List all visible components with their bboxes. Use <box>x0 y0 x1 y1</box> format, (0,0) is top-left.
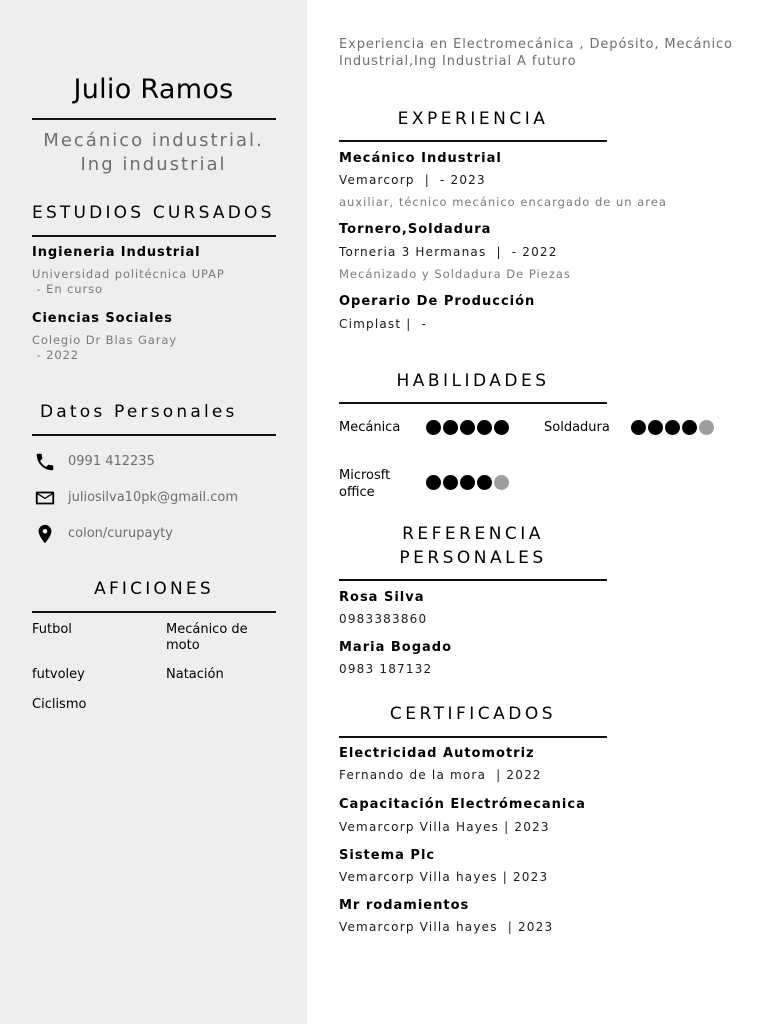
certificate-detail: Vemarcorp Villa Hayes | 2023 <box>339 820 550 834</box>
rating-dot-filled <box>460 475 475 490</box>
skill-name: Mecánica <box>339 420 401 435</box>
location-pin-icon <box>34 523 56 545</box>
divider <box>32 118 276 120</box>
person-title: Mecánico industrial. Ing industrial <box>43 130 264 175</box>
person-name: Julio Ramos <box>73 74 234 105</box>
rating-dot-empty <box>494 475 509 490</box>
rating-dot-filled <box>443 420 458 435</box>
certificate-detail: Vemarcorp Villa hayes | 2023 <box>339 920 554 934</box>
hobbies-heading: AFICIONES <box>94 579 214 599</box>
certificate-detail: Fernando de la mora | 2022 <box>339 768 542 782</box>
rating-dot-filled <box>631 420 646 435</box>
reference-phone: 0983 187132 <box>339 662 433 676</box>
certificate-detail: Vemarcorp Villa hayes | 2023 <box>339 870 549 884</box>
divider <box>32 434 276 436</box>
skill-name: Soldadura <box>544 420 610 435</box>
rating-dot-filled <box>477 475 492 490</box>
rating-dot-filled <box>682 420 697 435</box>
rating-dot-filled <box>443 475 458 490</box>
experience-heading: EXPERIENCIA <box>397 109 549 129</box>
certificate-title: Electricidad Automotriz <box>339 746 535 761</box>
phone-number: 0991 412235 <box>68 454 155 469</box>
rating-dot-empty <box>699 420 714 435</box>
hobby-item: futvoley <box>32 667 85 682</box>
job-title: Tornero,Soldadura <box>339 222 492 237</box>
divider <box>339 579 607 581</box>
divider <box>32 235 276 237</box>
hobby-item: Ciclismo <box>32 697 87 712</box>
divider <box>32 611 276 613</box>
job-description: auxiliar, técnico mecánico encargado de un area <box>339 195 667 209</box>
mail-icon <box>34 487 56 509</box>
study-detail: Universidad politécnica UPAP - En curso <box>32 267 225 296</box>
job-description: Mecánizado y Soldadura De Piezas <box>339 267 571 281</box>
divider <box>339 736 607 738</box>
rating-dot-filled <box>460 420 475 435</box>
reference-name: Rosa Silva <box>339 590 425 605</box>
job-title: Mecánico Industrial <box>339 151 502 166</box>
study-title: Ciencias Sociales <box>32 311 173 326</box>
divider <box>339 402 607 404</box>
skill-rating <box>631 420 714 435</box>
skills-heading: HABILIDADES <box>396 371 550 391</box>
certificate-title: Sistema Plc <box>339 848 436 863</box>
rating-dot-filled <box>665 420 680 435</box>
location: colon/curupayty <box>68 526 173 541</box>
skill-rating <box>426 420 509 435</box>
certificate-title: Capacitación Electrómecanica <box>339 797 586 812</box>
skill-rating <box>426 475 509 490</box>
hobby-item: Futbol <box>32 622 72 637</box>
profile-summary: Experiencia en Electromecánica , Depósito, Mecánico Industrial,Ing Industrial A futuro <box>339 37 733 69</box>
divider <box>339 140 607 142</box>
reference-name: Maria Bogado <box>339 640 453 655</box>
personal-heading: Datos Personales <box>40 402 238 422</box>
job-company: Vemarcorp | - 2023 <box>339 173 486 187</box>
study-title: Ingieneria Industrial <box>32 245 201 260</box>
hobby-item: Natación <box>166 667 224 682</box>
email-address: juliosilva10pk@gmail.com <box>68 490 239 505</box>
rating-dot-filled <box>648 420 663 435</box>
rating-dot-filled <box>477 420 492 435</box>
study-detail: Colegio Dr Blas Garay - 2022 <box>32 333 177 362</box>
rating-dot-filled <box>426 475 441 490</box>
skill-name: Microsft office <box>339 468 391 500</box>
job-company: Cimplast | - <box>339 317 428 331</box>
rating-dot-filled <box>426 420 441 435</box>
certificate-title: Mr rodamientos <box>339 898 470 913</box>
studies-heading: ESTUDIOS CURSADOS <box>32 203 275 223</box>
hobby-item: Mecánico de moto <box>166 622 248 653</box>
rating-dot-filled <box>494 420 509 435</box>
reference-phone: 0983383860 <box>339 612 428 626</box>
references-heading: REFERENCIA PERSONALES <box>399 524 547 568</box>
certificates-heading: CERTIFICADOS <box>389 704 557 724</box>
job-company: Torneria 3 Hermanas | - 2022 <box>339 245 558 259</box>
job-title: Operario De Producción <box>339 294 536 309</box>
phone-icon <box>34 451 56 473</box>
